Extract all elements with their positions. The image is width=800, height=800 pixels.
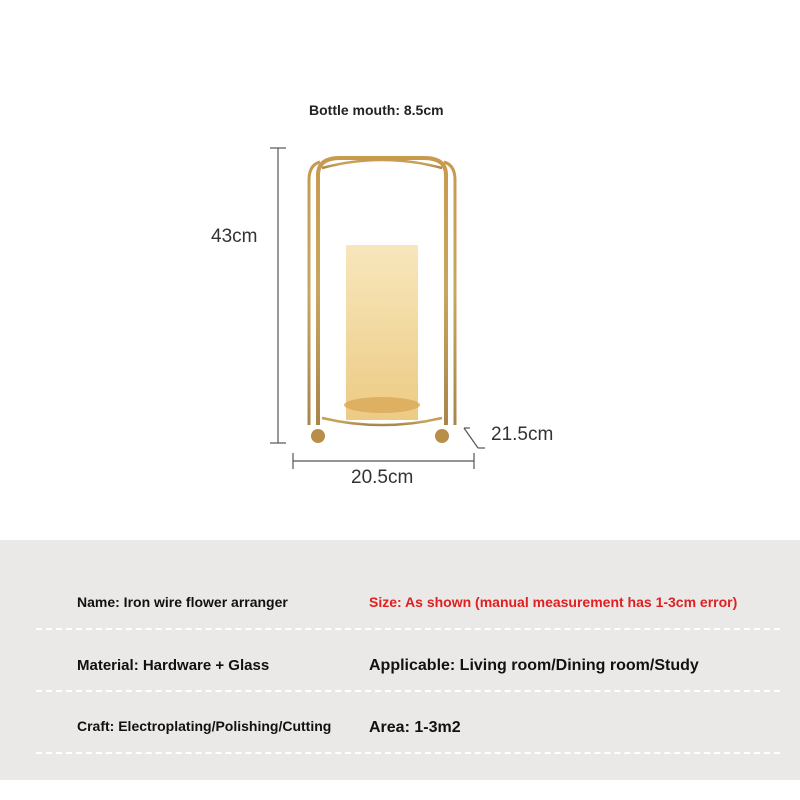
glass-cylinder <box>346 245 418 420</box>
ball-feet <box>311 429 449 443</box>
spec-size: Size: As shown (manual measurement has 1-3cm error) <box>369 594 738 610</box>
bottom-margin <box>0 780 800 800</box>
spec-name: Name: Iron wire flower arranger <box>77 594 288 610</box>
spec-row <box>0 692 800 754</box>
spec-applicable: Applicable: Living room/Dining room/Study <box>369 657 699 674</box>
spec-material: Material: Hardware + Glass <box>77 657 270 674</box>
spec-table <box>0 540 800 780</box>
spec-row <box>0 540 800 630</box>
height-dimension-line <box>270 148 286 443</box>
bottle-mouth-label: Bottle mouth: 8.5cm <box>309 102 444 118</box>
depth-dimension-line <box>464 428 485 448</box>
glass-base <box>344 397 420 413</box>
spec-area: Area: 1-3m2 <box>369 719 461 736</box>
spec-row <box>0 630 800 692</box>
depth-label: 21.5cm <box>491 424 554 445</box>
height-label: 43cm <box>211 226 258 247</box>
row-divider <box>36 752 780 754</box>
spec-craft: Craft: Electroplating/Polishing/Cutting <box>77 718 332 734</box>
width-label: 20.5cm <box>351 467 414 488</box>
